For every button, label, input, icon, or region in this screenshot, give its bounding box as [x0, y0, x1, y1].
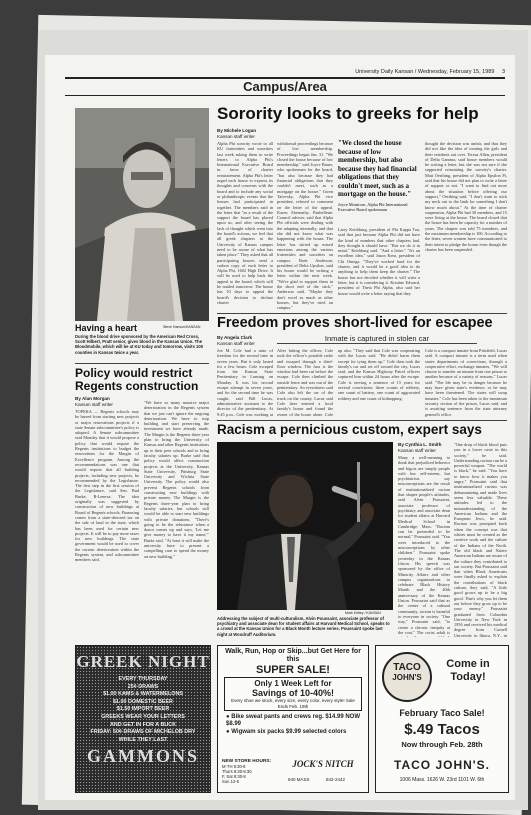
- gammons-ad-lines: [76, 676, 210, 744]
- escapee-byline-name: By Angela Clark: [217, 335, 253, 340]
- taco-special: February Taco Sale!: [399, 708, 485, 718]
- jocks-address: 840 MASS: [288, 777, 310, 782]
- sale-box-small: Every shoe we stock, every size, every color, every style! Sale Ends Feb. 19th: [231, 698, 355, 709]
- sale-box-title: Only 1 Week Left for: [254, 679, 332, 688]
- escapee-headline: Freedom proves short-lived for escapee: [217, 315, 493, 331]
- racism-column-1: Many a well-meaning to think that prejudiced behavior and bigots are simply people with low self-esteem, but psychiatrists say misconceptions are the result of institutionalized racism that shapes people's attitudes, said Alvin Poussaint, associate professor of psychiatry and associate dean for student affairs at Harvard Medical School in Cambridge, Mass. "Racism can be pretended to be normal," Poussaint said. "You were introduced to the misconceptions by other children." Poussaint spoke yesterday in the Kansas Union. His speech was sponsored by the office of Minority Affairs and other campus organizations to celebrate Black History Month and the 40th anniversary of the Kansas Union. Poussaint said that as the center of a cultural community, racism is harmful to everyone in society. "One way," Poussaint said, "to create a chronic inequity at the root." The racist adult is: [398, 455, 450, 635]
- escapee-byline: [217, 335, 277, 346]
- pull-quote-text: "We closed the house because of low membership, but also because they had financial obligations that they couldn't meet, such as a mortgage on the house.": [338, 139, 417, 198]
- sale-bullet-2-text: Wigwam six packs $9.99 selected colors: [231, 729, 347, 735]
- regents-headline: Policy would restrict Regents construction: [75, 366, 199, 393]
- store-hours-lines: [222, 764, 284, 784]
- gammons-ad-line: AND GET IN FOR A BUCK: [109, 721, 177, 728]
- taco-logo-bottom: JOHN'S: [392, 673, 422, 682]
- racism-byline: [398, 442, 458, 453]
- story-divider-3: [217, 420, 507, 421]
- racism-byline-name: By Cynthia L. Smith: [398, 442, 442, 447]
- poussaint-photo-graphic: [217, 442, 393, 610]
- bullet-icon: ●: [226, 729, 232, 735]
- taco-come-in: Come in Today!: [446, 658, 490, 683]
- gammons-ad-line: 25¢ DRAWS: [127, 683, 159, 690]
- newspaper-page: [45, 55, 515, 800]
- sorority-pull-quote: [338, 139, 420, 212]
- section-title: Campus/Area: [65, 77, 505, 96]
- story-divider-2: [75, 363, 209, 364]
- gammons-ad-line: $1.50 IMPORT BEER: [116, 706, 170, 713]
- gammons-ad-line: $1.00 DOMESTIC BEER: [113, 698, 173, 705]
- escapee-subhead: Inmate is captured in stolen car: [277, 334, 477, 344]
- blood-drive-photo-graphic: [75, 108, 209, 321]
- page-number: 3: [501, 69, 505, 75]
- sale-ad-top: Walk, Run, Hop or Skip...but Get Here for this: [225, 648, 361, 663]
- regents-column-1: TOPEKA — Regents schools may be barred from starting new projects or major renovations projects if a state Senate subcommittee's policy is adopted. A Senate subcommittee said Monday that it would propose a policy that would require the Regents institutions to budget the renovations for the Margin of Excellence program. Among the recommendations was one that would require that all building projects, including new projects, be recommended by the Legislature. The first step in the first session of the Legislature, said Sen. Bud Burke, R-Lenexa. The idea originally was suggested by construction of new buildings at Board of Regents schools. Financing comes from a state-directed tax on the sale of land in the state, which has been used for certain new projects. It will be to pay more taxes for new buildings. The state government would be used to cover the current deterioration within the Regents system, and subcommittee members said.: [75, 409, 139, 563]
- sale-bullet-1: [218, 712, 368, 728]
- regents-byline: [75, 396, 135, 407]
- blood-drive-photo: [75, 108, 209, 321]
- regents-byline-name: By Alan Morgan: [75, 396, 110, 401]
- regents-byline-role: Kansan staff writer: [75, 401, 113, 407]
- taco-price: $.49 Tacos: [404, 721, 480, 738]
- sale-ad-footer: [222, 759, 364, 789]
- sorority-column-1: Alpha Phi sorority wrote to all KU fraternities and sororities last week asking them to write letters to Alpha Phi's International Executive Board in favor of charter reinstatement. Alpha Phi's letter urged each house to express its thoughts and concerns with the board and to include any social or philanthropic events that the houses had participated in together. The members said in the letter that "as a result of the support the board has placed upon us, and after seeing the lack of thought which went into the board's actions, we feel that all greek chapters at the University of Kansas campus need to be aware of what has taken place." They asked that all participating houses send a carbon copy of each letter to Alpha Phi, 1602 High Drive. It will be used to help back the appeal to the board, which will be mailed tomorrow. The house has 10 days to appeal the board's decision to declare charter: [217, 141, 273, 305]
- sorority-byline-role: Kansan staff writer: [217, 133, 255, 139]
- pull-quote-attribution: Joyce Montrose, Alpha Phi International Executive Board spokesman: [338, 201, 408, 212]
- poussaint-caption: Addressing the subject of multi-culturalism, Alvin Poussaint, associate professor of psychiatry and associate dean for student affairs at Harvard Medical School, speaks to a crowd at the Kansas Union for a Black Month lecture series. Poussaint spoke last night at Woodruff Auditorium.: [217, 616, 390, 637]
- regents-column-2: "We have so many massive major deterioration in the Regents system that we just can't ignore the ongoing deterioration. We have to stop building and start preserving the investment we have already made. The Margin is the Regents three-year plan to bring the University of Kansas and other Regents institutions up to their peer schools and to bring faculty salaries up. Burke said that policy would affect construction projects at the University, Kansas State University, Pittsburg State University and Wichita State University. The policy would also prevent Regents schools from constructing new buildings with private money. The Margin is the Regents three-year plan to bring faculty salaries, but schools still would be able to start new buildings with private donations. "There's going to be the reluctance when a donor comes up and says, 'Let me give money to have it my name,'" Burke said. "At least it will make the university have to present a compelling case to spend the money on new building.": [144, 400, 209, 559]
- jocks-logo: JOCK'S NITCH: [292, 759, 354, 769]
- store-hours-block: [222, 759, 284, 784]
- poussaint-photo-credit: Mark Kirtley / KANSAN: [345, 611, 381, 615]
- escapee-column-4: Cole is a compact inmate from Pittsfield, Lucas said. A compact inmate is a term used when states departments of corrections, through a cooperative effort, exchange inmates. "We will choose to transfer an inmate from one prison to another because of a variety of reasons," Lucas said. "The life may be in danger because he may have given state's evidence, or he may have been threatened. The states will swap inmates." Cole has been taken to the maximum security section of the prison, Lucas said, and is awaiting sentence from the state attorney general's office.: [425, 348, 507, 417]
- gammons-ad-line: GREEKS WEAR YOUR LETTERS: [101, 713, 185, 720]
- sorority-column-5: thought the decision was unfair, and that they did not like the idea of treating the girls and their residents out over. Teresa Allen, president of Delta Gamma, said house members would be writing a letter, but she was not sure if she supported reinstating the sorority's charter. Matt Oerthing, president of Alpha Epsilon Pi, said that his house did not plan to write a letter of support or not. "I want to find out more about the situation before offering our support," Oerthing said. "I don't want to stick my neck out to the limb for something I don't know much about." At the time of charter suspension, Alpha Phi had 30 members, and 15 were living at the house. The board closed that the house has been be capacity for a number of years. The chapter was told 75 members, and the maximum membership is 100. According to the letter, seven women have communicated to their intent to pledge the house even though the charter has been suspended.: [425, 141, 507, 252]
- store-hours-title: NEW STORE HOURS:: [222, 759, 272, 764]
- escapee-column-1: Joe M. Cole had a taste of freedom for the second time in seven years. But it only lasted for a few hours. Cole escaped from the Kansas State Penitentiary in Lansing on Monday. It was his second escape attempt in seven years, and for the second time he was caught, said Bill Lucas, administrative assistant to the director of the penitentiary. At 9:45 p.m., Cole was working at: [217, 348, 273, 417]
- escapee-column-3: up also. "They said that Cole was cooperating with the Lucas said. "He didn't harm them except for tying them up." Cole then took the family's car and set off toward the city, Lucas said, and the Kansas Highway Patrol officers captured him within 24 hours after the escape. Cole is serving a sentence of 15 years for several convictions: three counts of robbery, one count of battery, one count of aggravated robbery and one count of kidnapping.: [338, 348, 420, 401]
- store-hours-line: M-TH 9:30-8: [222, 764, 246, 769]
- racism-column-3: "One drop of black blood puts you in a lower caste in this society," he said. Understanding racism can be a powerful weapon. "The world is black," he said. "You have to know how it makes you angry." Poussaint said that institutionalized racism was dehumanizing and made lives seem less valuable. These attitudes led to the misunderstanding of the American Indians and the European Jews, he said. Racism was prompted back when the concept was that whites must be created as the creative work and the culture of the Indians of the North. The old black and Native American Indians are aware of the culture they contributed to our society. But Poussaint said that when Black Americans were finally asked to explain the contributions of black culture, they said, "A little good grows up to be a big good. That's why you let them out before they grow up to be your enemy." Poussaint graduated from Columbia University in New York in 1956 and received his medical degree from Cornell University in Ithaca, N.Y., in: [454, 442, 507, 637]
- taco-logo: [382, 652, 432, 702]
- blood-drive-caption: During the blood drive sponsored by the American Red Cross, Scott Hilbert, Pratt senior, gives blood in the Kansas Union. The Bloodmobile, which will be at KU today and tomorrow, visits 100 counties in Kansas twice a year.: [75, 334, 204, 355]
- sorority-byline: [217, 128, 277, 139]
- photo-credit: Steve Hanson/KANSAN: [163, 325, 201, 329]
- sorority-column-4: Larry Keithburg, president of Phi Kappa Tau, said that just because Alpha Phi did not have the kind of numbers that other chapters had, they thought it should have. "But we do it in mind," Keithburg said. "And a letter." "It's an excellent idea," said Jason Kent, president of Chi Omega. "They've worked hard for the charter, and it would be a good idea to do anything to help them keep the charter." The house has not decided whether it will write a letter, but it is considering it. Kristine Edward, president of Theta Phi Alpha, also said her house would write a letter saying that they: [338, 227, 420, 296]
- store-hours-line: Thurs 9:30-8:30: [222, 769, 252, 774]
- taco-brand: TACO JOHN'S.: [394, 758, 490, 772]
- gammons-ad: [75, 645, 211, 793]
- bullet-icon: ●: [226, 714, 232, 720]
- taco-logo-top: TACO: [393, 662, 421, 673]
- escapee-byline-role: Kansan staff writer: [217, 340, 255, 346]
- racism-headline: Racism a pernicious custom, expert says: [217, 422, 482, 437]
- gammons-ad-line: EVERY THURSDAY: [118, 676, 168, 682]
- store-hours-line: F, Sat 9:30-8: [222, 774, 246, 779]
- taco-johns-ad: [375, 645, 509, 793]
- gammons-ad-top: GREEK NIGHT: [76, 652, 210, 671]
- sorority-byline-name: By Michele Logan: [217, 128, 257, 133]
- sale-ad-box: [224, 677, 362, 711]
- gammons-ad-line: $1.00 KAMS & WATERMELONS: [103, 691, 183, 698]
- story-divider-1: [217, 313, 507, 314]
- gammons-ad-line: FRIDAY: 50¢ DRAWS OF MICHELOB DRY: [90, 729, 196, 736]
- header-date: University Daily Kansan / Wednesday, February 15, 1989: [355, 69, 495, 75]
- gammons-ad-bottom: GAMMONS: [87, 746, 199, 767]
- sale-ad-super: SUPER SALE!: [256, 664, 330, 676]
- sorority-column-2: withdrawal proceedings because of low membership. Proceedings began Jan. 31. "We closed the house because of low membership," said Joyce Bauer, who spokesman for the board, "but also because they had financial obligations that they couldn't meet, such as a mortgage on the house." Gwen Tafovsky, Alpha Phi vice president, refused to comment on the letter of the appeal. Karen Abernathy, Panhellenic Council adviser, said that Alpha Phi officials were dealing with the adapting internally, and that she did not know what was happening with the house. The letter has stirred up mixed emotions among the various fraternities and sororities on campus. Brett Anderson, president of Delta Upsilon, said his house would be writing a letter within the next week. "We're glad to support them in the short end of the stick," Anderson said. "Maybe they don't excel as much as other houses, but they've tried on campus.": [277, 141, 333, 311]
- sale-box-big: Savings of 10-40%!: [251, 688, 335, 698]
- jocks-phone: 842-2442: [326, 777, 346, 782]
- sorority-headline: Sorority looks to greeks for help: [217, 104, 479, 123]
- taco-now: Now through Feb. 28th: [401, 740, 483, 749]
- racism-byline-role: Kansan staff writer: [398, 447, 436, 453]
- taco-address: 1006 Mass. 1626 W. 23rd 1101 W. 6th: [399, 777, 485, 783]
- sale-bullet-2: [218, 728, 368, 736]
- sale-bullet-1-text: Bike sweat pants and crews reg. $14.99 NOW $8.99: [226, 714, 361, 727]
- escapee-column-2: After hitting the officer, Cole took the officer's portable radio and escaped through a third-floor window. The fuss is the window had been cut before the escape. Cole then climbed the outside fence and was out of the penitentiary. An eyewitness said Cole also left the car of the truck on the county. Lucas said Cole later entered a local family's house and found the owner of the house alone. Cole: [277, 348, 333, 417]
- store-hours-line: Sun 12-5: [222, 779, 239, 784]
- poussaint-photo: [217, 442, 393, 610]
- jocks-nitch-ad: [217, 645, 369, 793]
- gammons-ad-line: WHILE THEY LAST: [118, 736, 168, 743]
- photo-caption-title: Having a heart: [75, 323, 138, 333]
